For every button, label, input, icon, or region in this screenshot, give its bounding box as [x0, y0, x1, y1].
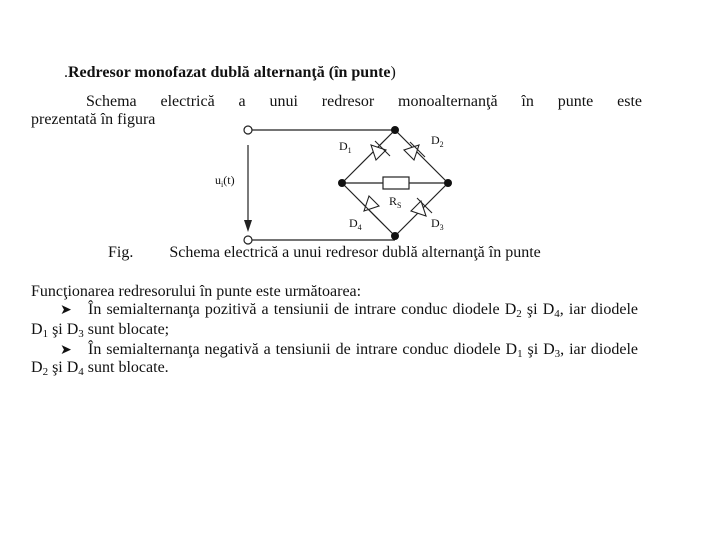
- b2-sub-1: 1: [517, 348, 523, 360]
- title-text: Redresor monofazat dublă alternanţă (în punte: [68, 64, 391, 81]
- node-left: [338, 179, 346, 187]
- b2-sub-3: 2: [42, 366, 49, 378]
- arrowhead-bullet-icon: ➤: [60, 303, 72, 318]
- node-right: [444, 179, 452, 187]
- b1-text-f: sunt blocate;: [83, 321, 170, 338]
- diode-d3-icon: [411, 198, 432, 216]
- b2-text-d: D: [31, 359, 43, 376]
- operation-heading-text: Funcţionarea redresorului în punte este următoarea:: [31, 283, 362, 300]
- title-prefix: .: [64, 64, 68, 81]
- intro-line-2-text: prezentată în figura: [31, 111, 156, 128]
- node-top: [391, 126, 399, 134]
- bullet-2-line-1: [60, 341, 638, 360]
- bullet-2-line-2: [31, 359, 169, 377]
- diode-d4-icon: [363, 196, 379, 219]
- input-terminal-bottom: [244, 236, 252, 244]
- b2-text-f: sunt blocate.: [83, 359, 169, 376]
- b1-text-d: D: [31, 321, 43, 338]
- caption-fig: Fig.: [108, 244, 134, 261]
- bullet-1-line-1: [60, 301, 638, 320]
- intro-line-1-text: Schema electrică a unui redresor monoalternanţă în punte este: [86, 93, 642, 110]
- b1-sub-2: 4: [554, 308, 560, 320]
- b2-sub-2: 3: [554, 348, 561, 360]
- b1-text-a: În semialternanţa pozitivă a tensiunii de intrare conduc diodele D: [88, 301, 517, 318]
- input-terminal-top: [244, 126, 252, 134]
- branch-d1: [342, 130, 395, 183]
- label-d3: $D_3$: [431, 216, 444, 232]
- b1-sub-1: 2: [516, 308, 522, 320]
- label-d4: $D_4$: [349, 216, 362, 232]
- b2-sub-4: 4: [78, 366, 84, 378]
- b1-sub-4: 3: [78, 328, 84, 340]
- b1-sub-3: 1: [42, 328, 49, 340]
- b1-text-e: şi D: [48, 321, 79, 338]
- b2-text-e: şi D: [48, 359, 79, 376]
- branch-d2: [395, 130, 448, 183]
- b2-text-a: În semialternanţa negativă a tensiunii de intrare conduc diodele D: [88, 341, 518, 358]
- b2-text-b: şi D: [522, 341, 555, 358]
- bullet-1-line-2: [31, 321, 169, 339]
- figure-caption: [108, 244, 541, 262]
- label-rs: $R_S$: [389, 194, 402, 210]
- b2-text-c: , iar diodele: [560, 341, 638, 358]
- label-d1: $D_1$: [339, 139, 352, 155]
- b1-text-b: şi D: [521, 301, 555, 318]
- label-ui: $u_i(t)$: [215, 173, 235, 189]
- arrowhead-bullet-icon: ➤: [60, 343, 72, 358]
- label-d2: $D_2$: [431, 133, 444, 149]
- voltage-arrow-head: [244, 220, 252, 232]
- resistor-rs: [383, 177, 409, 189]
- caption-text: Schema electrică a unui redresor dublă alternanţă în punte: [169, 244, 541, 261]
- node-bottom: [391, 232, 399, 240]
- title-close: ): [390, 64, 396, 81]
- operation-heading: [31, 283, 361, 301]
- b1-text-c: , iar diodele: [559, 301, 638, 318]
